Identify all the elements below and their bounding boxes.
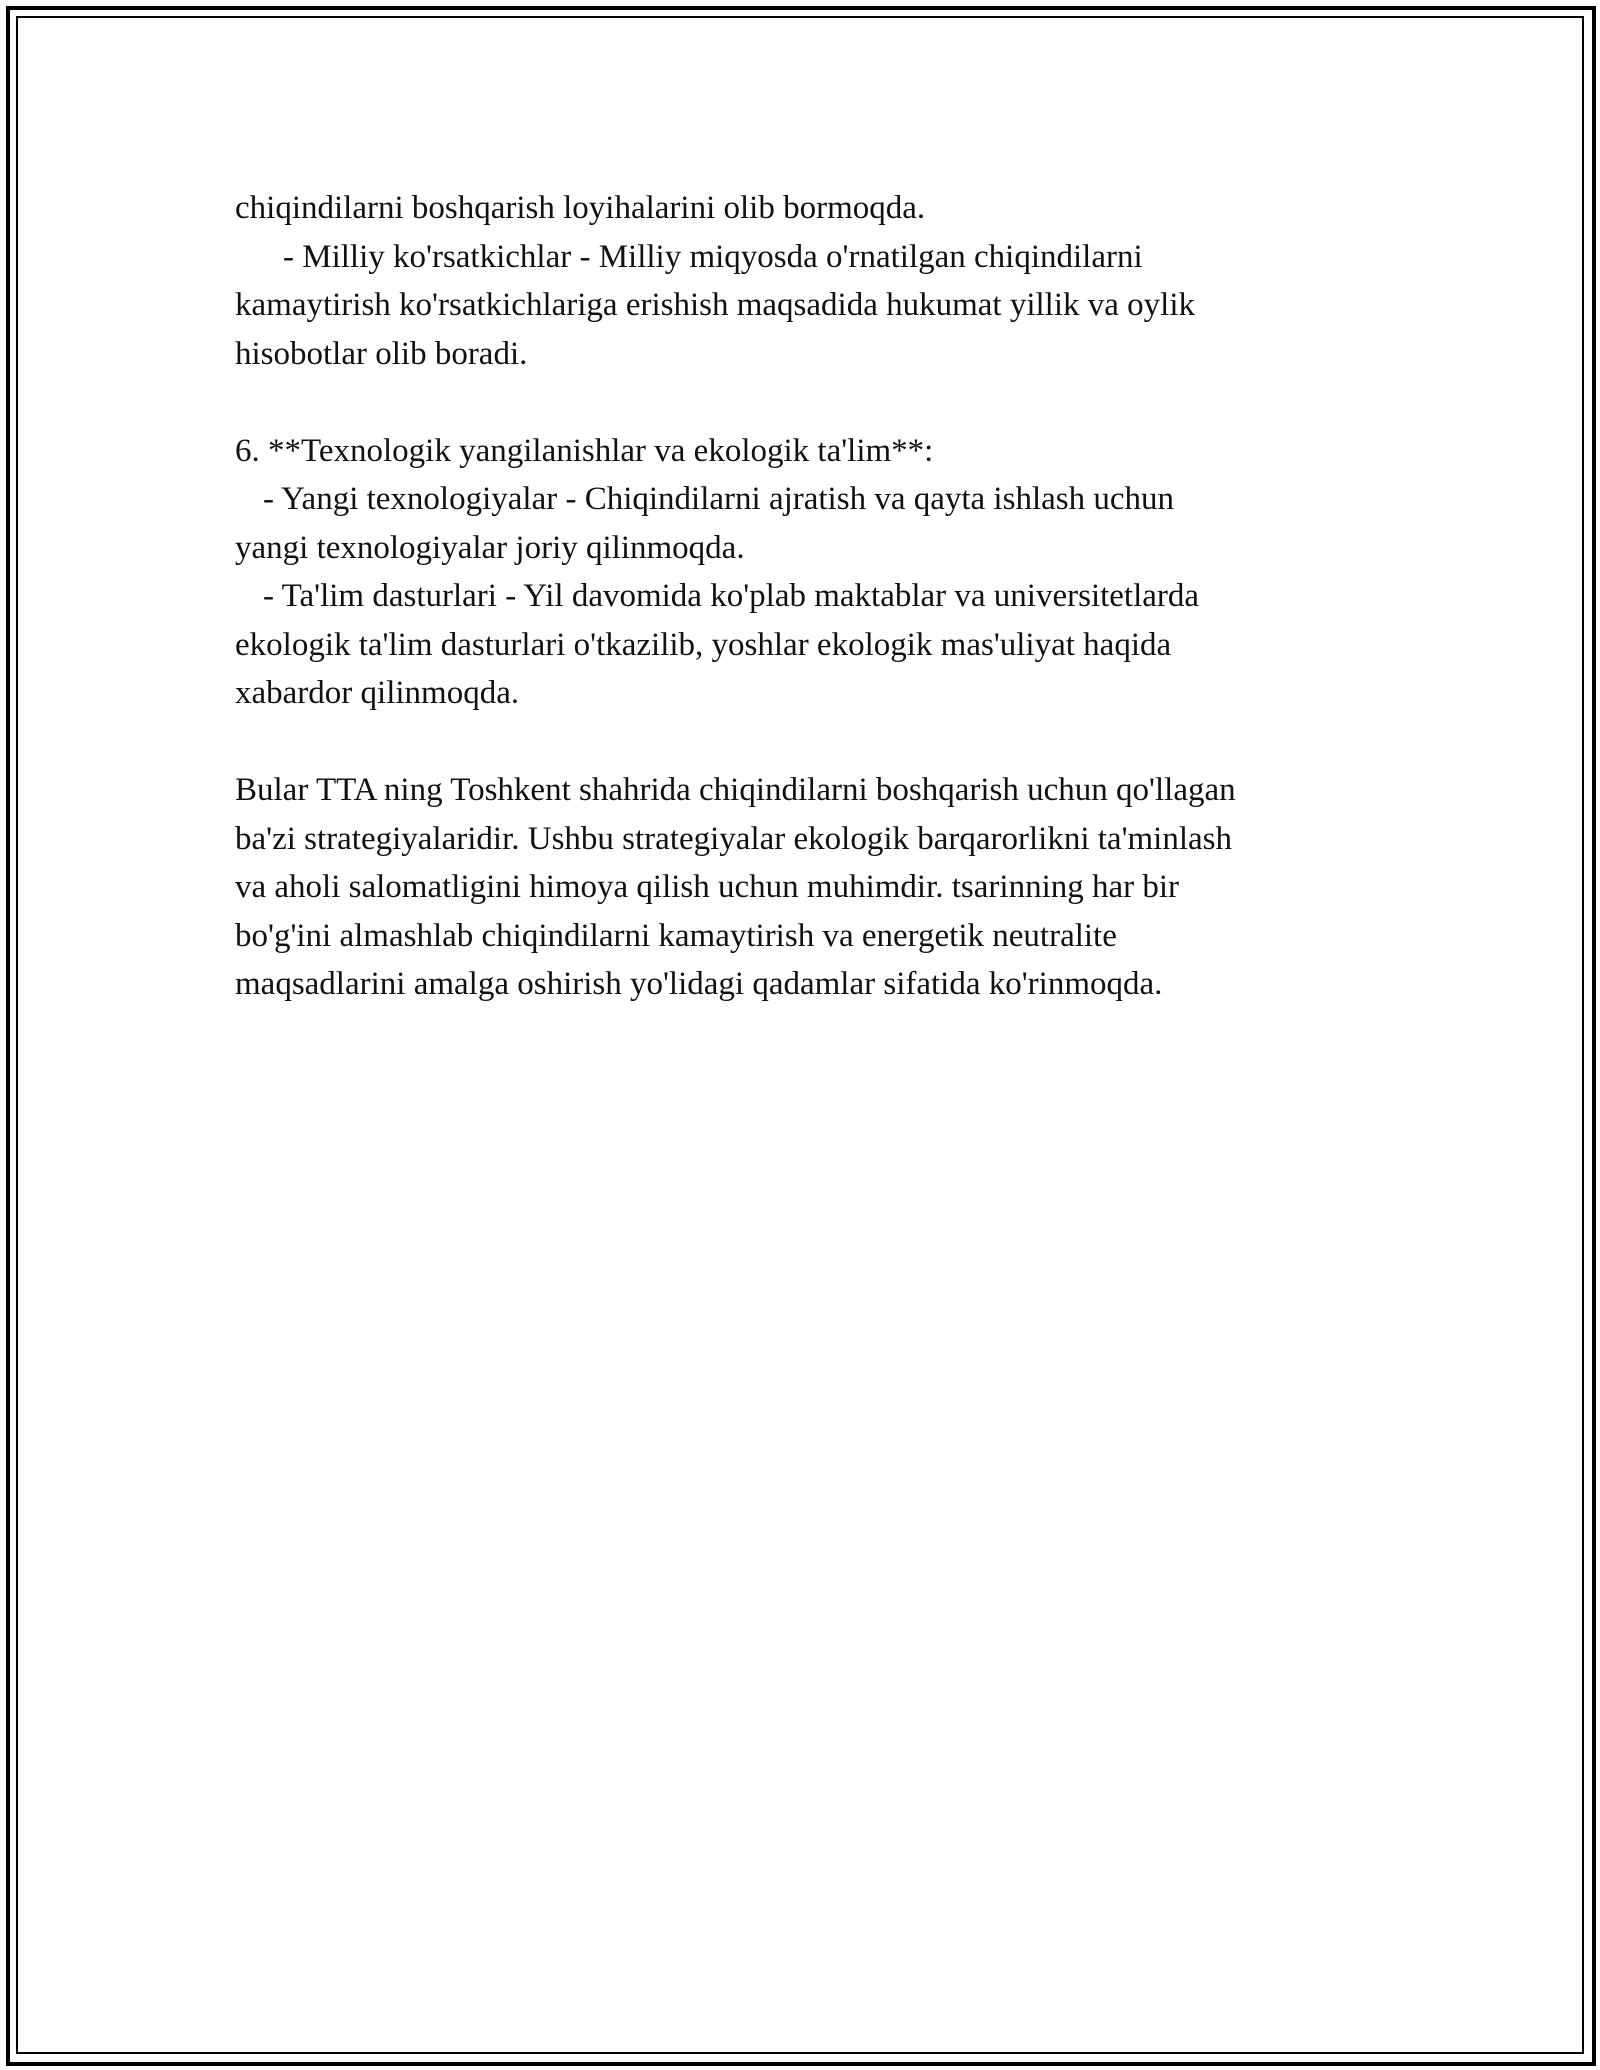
- intro-line: kamaytirish ko'rsatkichlariga erishish maqsadida hukumat yillik va oylik: [235, 287, 1195, 323]
- list-item-line: - Ta'lim dasturlari - Yil davomida ko'plab maktablar va universitetlarda: [263, 578, 1200, 614]
- list-item-line: yangi texnologiyalar joriy qilinmoqda.: [235, 529, 745, 566]
- paragraph-gap: [235, 718, 1395, 767]
- list-item-line: - Yangi texnologiyalar - Chiqindilarni ajratish va qayta ishlash uchun: [263, 481, 1174, 517]
- paragraph-gap: [235, 378, 1395, 427]
- list-item-line: ekologik ta'lim dasturlari o'tkazilib, yoshlar ekologik mas'uliyat haqida: [235, 626, 1172, 663]
- conclusion-line: maqsadlarini amalga oshirish yo'lidagi qadamlar sifatida ko'rinmoqda.: [235, 966, 1163, 1002]
- conclusion-line: va aholi salomatligini himoya qilish uchun muhimdir. tsarinning har bir: [235, 869, 1180, 905]
- intro-line: - Milliy ko'rsatkichlar - Milliy miqyosda o'rnatilgan chiqindilarni: [283, 238, 1143, 275]
- intro-line: chiqindilarni boshqarish loyihalarini olib bormoqda.: [235, 190, 926, 226]
- document-body: [235, 184, 1395, 1009]
- conclusion-line: ba'zi strategiyalaridir. Ushbu strategiyalar ekologik barqarorlikni ta'minlash: [235, 820, 1233, 857]
- conclusion-line: bo'g'ini almashlab chiqindilarni kamaytirish va energetik neutralite: [235, 917, 1117, 954]
- list-item-line: xabardor qilinmoqda.: [235, 675, 520, 711]
- conclusion-line: Bular TTA ning Toshkent shahrida chiqindilarni boshqarish uchun qo'llagan: [235, 772, 1236, 808]
- intro-line: hisobotlar olib boradi.: [235, 335, 528, 372]
- section-heading: 6. **Texnologik yangilanishlar va ekologik ta'lim**:: [235, 432, 934, 469]
